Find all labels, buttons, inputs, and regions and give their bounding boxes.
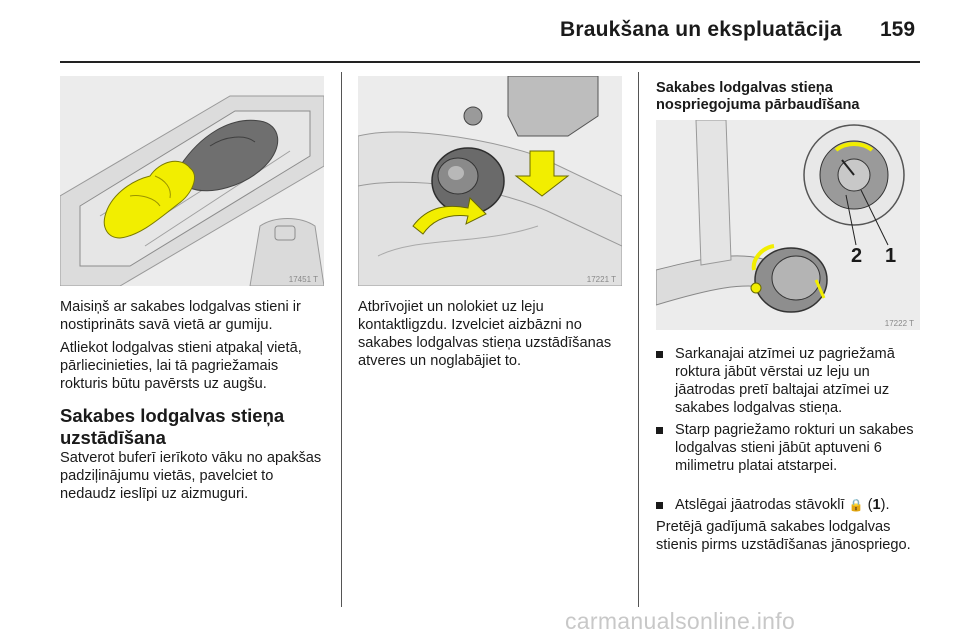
sub-heading-tension-check: Sakabes lodgalvas stieņa nospriegojuma pārbaudīšana — [656, 80, 860, 113]
bullet-square-icon — [656, 351, 663, 358]
callout-2: 2 — [851, 245, 863, 267]
reference-open: ( — [863, 497, 873, 513]
figure-bag-in-trunk — [60, 76, 324, 286]
figure-tension-check-illustration — [656, 120, 920, 330]
bullet-text: Sarkanajai atzīmei uz pagriežamā roktura jābūt vērstai uz leju un jāatrodas pretī baltajai atzīmei uz sakabes lodgalvas stieņa. — [675, 346, 895, 416]
lock-icon: 🔒 — [848, 498, 864, 512]
watermark: carmanualsonline.info — [565, 608, 796, 634]
bullet-square-icon — [656, 427, 663, 434]
bullet-item-key-position — [656, 496, 921, 514]
reference-number: 1 — [872, 497, 881, 513]
figure-id-label: 17222 T — [884, 319, 914, 328]
page-header-title: Braukšana un ekspluatācija — [560, 18, 842, 41]
paragraph-installation: Satverot buferī ierīkoto vāku no apakšas padziļinājumu vietās, pavelciet to nedaudz ieslīpi uz aizmuguri. — [60, 450, 322, 502]
figure-socket — [358, 76, 622, 286]
header-rule — [60, 61, 920, 63]
bullet-text: Starp pagriežamo rokturi un sakabes lodgalvas stieni jābūt aptuveni 6 milimetru platai atstarpei. — [675, 422, 914, 474]
bullet-square-icon — [656, 502, 663, 509]
bullet-text — [675, 496, 921, 514]
page-number: 159 — [880, 18, 916, 41]
section-heading-installation: Sakabes lodgalvas stieņa uzstādīšana — [60, 405, 285, 448]
reference-close: ). — [880, 497, 890, 513]
column-divider-left — [341, 72, 342, 607]
paragraph-otherwise: Pretējā gadījumā sakabes lodgalvas stienis pirms uzstādīšanas jānospriego. — [656, 519, 911, 553]
bullet-text-before: Atslēgai jāatrodas stāvoklī — [675, 497, 845, 513]
bullet-item-mark-alignment — [656, 345, 921, 417]
callout-1: 1 — [885, 245, 897, 267]
paragraph-socket: Atbrīvojiet un nolokiet uz leju kontaktligzdu. Izvelciet aizbāzni no sakabes lodgalvas stieņa uzstādīšanas atveres un noglabājiet to. — [358, 299, 612, 369]
figure-socket-illustration — [358, 76, 622, 286]
bullet-item-gap — [656, 421, 921, 475]
figure-id-label: 17221 T — [586, 275, 616, 284]
figure-tension-check — [656, 120, 920, 330]
figure-id-label: 17451 T — [288, 275, 318, 284]
column-divider-right — [638, 72, 639, 607]
paragraph-return-bar: Atliekot lodgalvas stieni atpakaļ vietā, pārliecinieties, lai tā pagriežamais rokturis būtu pavērsts uz augšu. — [60, 340, 302, 392]
figure-bag-in-trunk-illustration — [60, 76, 324, 286]
paragraph-bag-secured: Maisiņš ar sakabes lodgalvas stieni ir nostiprināts savā vietā ar gumiju. — [60, 299, 301, 333]
